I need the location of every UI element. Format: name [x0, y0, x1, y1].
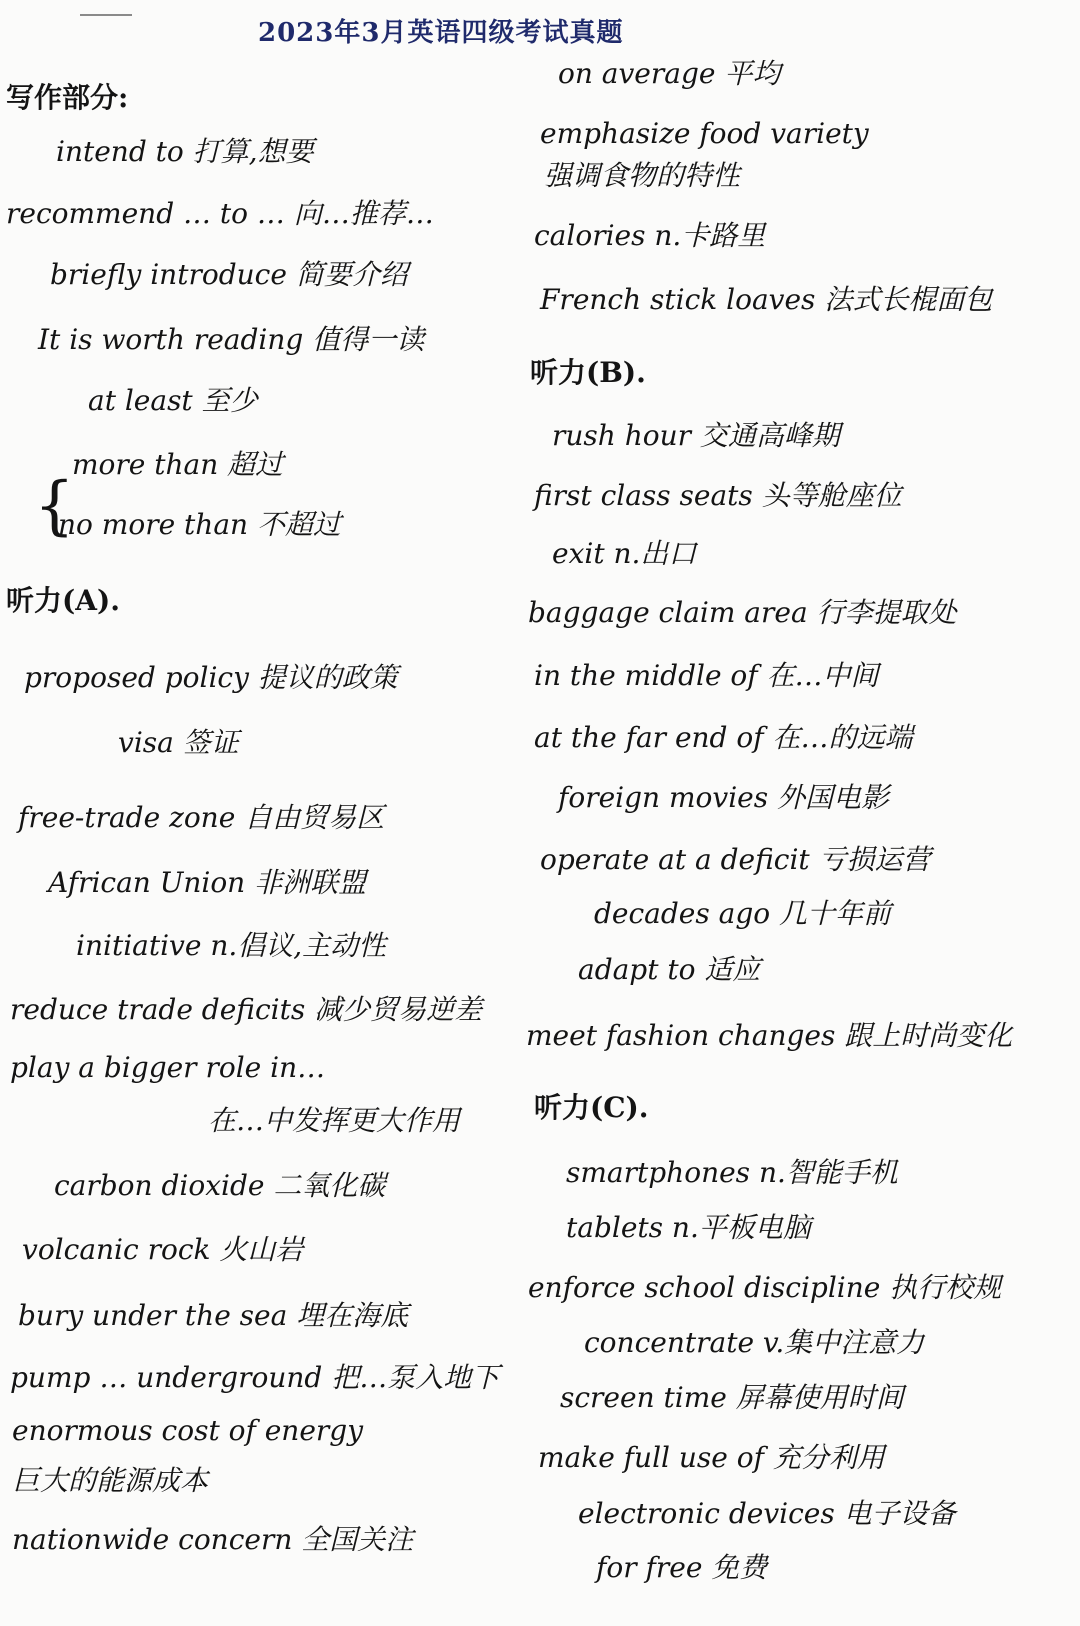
section-heading-writing: 写作部分:: [6, 81, 129, 114]
vocab-line: enforce school discipline 执行校规: [528, 1271, 1002, 1304]
vocab-line: 巨大的能源成本: [12, 1464, 209, 1497]
vocab-line: carbon dioxide 二氧化碳: [54, 1169, 386, 1202]
vocab-line: baggage claim area 行李提取处: [528, 596, 957, 629]
vocab-line: pump … underground 把…泵入地下: [10, 1361, 500, 1394]
vocab-line: nationwide concern 全国关注: [12, 1523, 414, 1556]
vocab-line: 强调食物的特性: [544, 159, 741, 192]
vocab-line: screen time 屏幕使用时间: [560, 1381, 904, 1414]
vocab-line: play a bigger role in…: [10, 1051, 326, 1084]
vocab-line: at the far end of 在…的远端: [534, 721, 913, 754]
vocab-line: make full use of 充分利用: [538, 1441, 885, 1474]
vocab-line: African Union 非洲联盟: [48, 866, 367, 899]
vocab-line: initiative n.倡议,主动性: [76, 929, 387, 962]
vocab-line: tablets n.平板电脑: [566, 1211, 811, 1244]
vocab-line: emphasize food variety: [540, 117, 869, 150]
vocab-line: free-trade zone 自由贸易区: [18, 801, 385, 834]
vocab-line: 在…中发挥更大作用: [208, 1104, 461, 1137]
vocab-line: operate at a deficit 亏损运营: [540, 843, 931, 876]
vocab-line: visa 签证: [118, 726, 239, 759]
vocab-line: intend to 打算,想要: [56, 135, 314, 168]
vocab-line: meet fashion changes 跟上时尚变化: [526, 1019, 1013, 1052]
vocab-line: reduce trade deficits 减少贸易逆差: [10, 993, 483, 1026]
vocab-line: proposed policy 提议的政策: [24, 661, 398, 694]
vocab-line: for free 免费: [596, 1551, 768, 1584]
vocab-line: in the middle of 在…中间: [534, 659, 879, 692]
vocab-line: concentrate v.集中注意力: [584, 1326, 925, 1359]
vocab-line: recommend … to … 向…推荐…: [6, 197, 434, 230]
vocab-line: enormous cost of energy: [12, 1414, 364, 1447]
section-heading-listening-b: 听力(B).: [530, 356, 646, 389]
vocab-line: volcanic rock 火山岩: [22, 1233, 304, 1266]
vocab-line: no more than 不超过: [58, 508, 341, 541]
vocab-line: at least 至少: [88, 384, 258, 417]
page-title: 2023年3月英语四级考试真题: [258, 18, 624, 48]
vocab-line: decades ago 几十年前: [594, 897, 892, 930]
vocab-line: foreign movies 外国电影: [558, 781, 890, 814]
vocab-line: first class seats 头等舱座位: [534, 479, 902, 512]
vocab-line: French stick loaves 法式长棍面包: [540, 283, 993, 316]
vocab-line: It is worth reading 值得一读: [38, 323, 425, 356]
vocab-line: more than 超过: [72, 448, 284, 481]
vocab-line: rush hour 交通高峰期: [552, 419, 840, 452]
section-heading-listening-c: 听力(C).: [534, 1091, 649, 1124]
vocab-line: exit n.出口: [552, 537, 697, 570]
vocab-line: adapt to 适应: [578, 953, 761, 986]
section-heading-listening-a: 听力(A).: [6, 584, 120, 617]
vocab-line: calories n.卡路里: [534, 219, 766, 252]
vocab-line: bury under the sea 埋在海底: [18, 1299, 409, 1332]
pen-dash-mark: [80, 14, 132, 16]
brace-mark: {: [34, 469, 75, 543]
vocab-line: smartphones n.智能手机: [566, 1156, 898, 1189]
vocab-line: briefly introduce 简要介绍: [50, 258, 408, 291]
vocab-line: electronic devices 电子设备: [578, 1497, 956, 1530]
vocab-line: on average 平均: [558, 57, 781, 90]
